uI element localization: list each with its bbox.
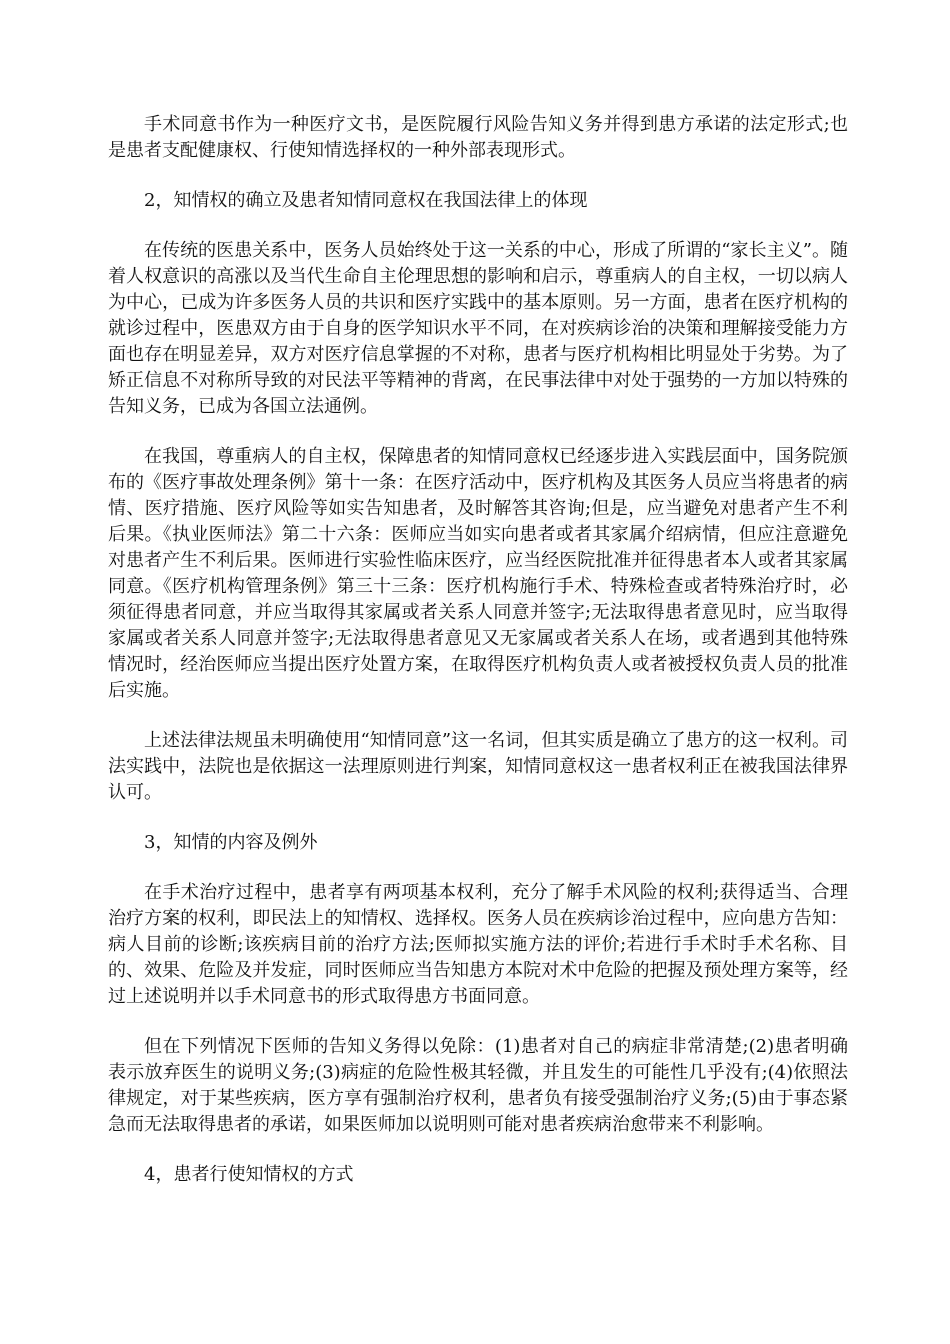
section-heading-4: 4，患者行使知情权的方式 bbox=[144, 1164, 354, 1185]
paragraph-consent-form: 手术同意书作为一种医疗文书，是医院履行风险告知义务并得到患方承诺的法定形式;也是患者支配健康权、行使知情选择权的一种外部表现形式。 bbox=[108, 114, 848, 161]
section-heading-3: 3，知情的内容及例外 bbox=[144, 832, 318, 853]
paragraph-patient-rights: 在手术治疗过程中，患者享有两项基本权利，充分了解手术风险的权利;获得适当、合理治疗方案的权利，即民法上的知情权、选择权。医务人员在疾病诊治过程中，应向患方告知：病人目前的诊断;该疾病目前的治疗方法;医师拟实施方法的评价;若进行手术时手术名称、目的、效果、危险及并发症，同时医师应当告知患方本院对术中危险的把握及预处理方案等，经过上述说明并以手术同意书的形式取得患方书面同意。 bbox=[108, 882, 848, 1007]
document-page bbox=[108, 112, 848, 1212]
paragraph-legal-recognition: 上述法律法规虽未明确使用“知情同意”这一名词，但其实质是确立了患方的这一权利。司法实践中，法院也是依据这一法理原则进行判案，知情同意权这一患者权利正在被我国法律界认可。 bbox=[108, 730, 848, 803]
paragraph-exemptions: 但在下列情况下医师的告知义务得以免除：(1)患者对自己的病症非常清楚;(2)患者明确表示放弃医生的说明义务;(3)病症的危险性极其轻微，并且发生的可能性几乎没有;(4)依照法律规定，对于某些疾病，医方享有强制治疗权利，患者负有接受强制治疗义务;(5)由于事态紧急而无法取得患者的承诺，如果医师加以说明则可能对患者疾病治愈带来不利影响。 bbox=[108, 1036, 848, 1135]
paragraph-doctor-patient-relation: 在传统的医患关系中，医务人员始终处于这一关系的中心，形成了所谓的“家长主义”。随着人权意识的高涨以及当代生命自主伦理思想的影响和启示，尊重病人的自主权，一切以病人为中心，已成为许多医务人员的共识和医疗实践中的基本原则。另一方面，患者在医疗机构的就诊过程中，医患双方由于自身的医学知识水平不同，在对疾病诊治的决策和理解接受能力方面也存在明显差异，双方对医疗信息掌握的不对称，患者与医疗机构相比明显处于劣势。为了矫正信息不对称所导致的对民法平等精神的背离，在民事法律中对处于强势的一方加以特殊的告知义务，已成为各国立法通例。 bbox=[108, 240, 848, 417]
section-heading-2: 2，知情权的确立及患者知情同意权在我国法律上的体现 bbox=[144, 190, 588, 211]
paragraph-legal-provisions: 在我国，尊重病人的自主权，保障患者的知情同意权已经逐步进入实践层面中，国务院颁布的《医疗事故处理条例》第十一条：在医疗活动中，医疗机构及其医务人员应当将患者的病情、医疗措施、医疗风险等如实告知患者，及时解答其咨询;但是，应当避免对患者产生不利后果。《执业医师法》第二十六条：医师应当如实向患者或者其家属介绍病情，但应注意避免对患者产生不利后果。医师进行实验性临床医疗，应当经医院批准并征得患者本人或者其家属同意。《医疗机构管理条例》第三十三条：医疗机构施行手术、特殊检查或者特殊治疗时，必须征得患者同意，并应当取得其家属或者关系人同意并签字;无法取得患者意见时，应当取得家属或者关系人同意并签字;无法取得患者意见又无家属或者关系人在场，或者遇到其他特殊情况时，经治医师应当提出医疗处置方案，在取得医疗机构负责人或者被授权负责人员的批准后实施。 bbox=[108, 446, 848, 701]
